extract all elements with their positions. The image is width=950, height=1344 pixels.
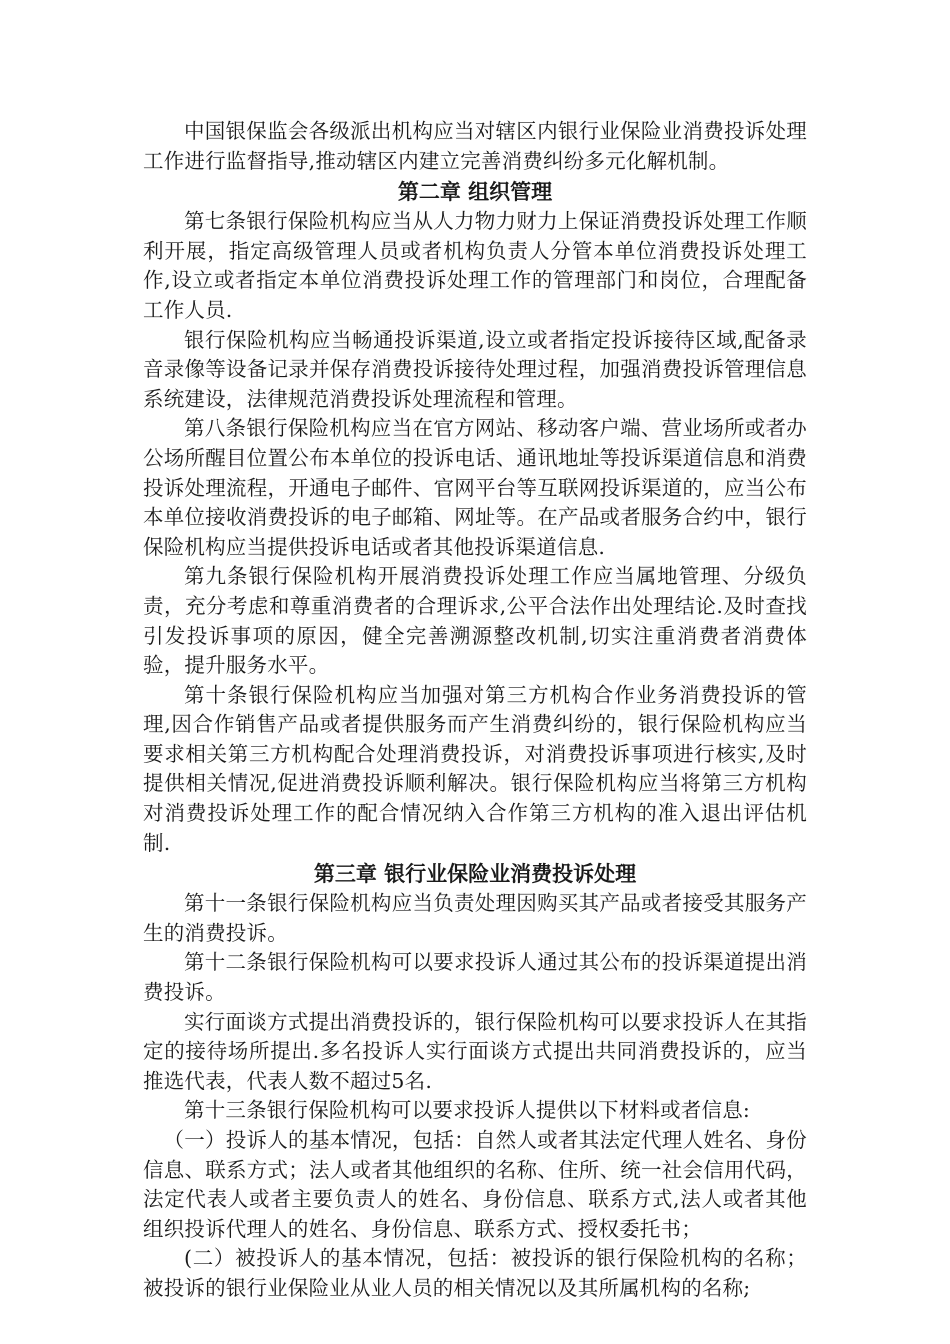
paragraph-article-9: 第九条银行保险机构开展消费投诉处理工作应当属地管理、分级负责，充分考虑和尊重消费者的合理诉求,公平合法作出处理结论.及时查找引发投诉事项的原因，健全完善溯源整改机制,切实注重消费者消费体验，提升服务水平。 (143, 564, 807, 678)
paragraph-article-7: 第七条银行保险机构应当从人力物力财力上保证消费投诉处理工作顺利开展，指定高级管理人员或者机构负责人分管本单位消费投诉处理工作,设立或者指定本单位消费投诉处理工作的管理部门和岗位，合理配备工作人员. (143, 209, 807, 322)
paragraph-article-12: 第十二条银行保险机构可以要求投诉人通过其公布的投诉渠道提出消费投诉。 (143, 950, 807, 1005)
document-body (143, 117, 807, 1304)
chapter-heading-complaint-handling: 第三章 银行业保险业消费投诉处理 (313, 862, 637, 887)
paragraph-item-1: （一）投诉人的基本情况，包括：自然人或者其法定代理人姓名、身份信息、联系方式；法人或者其他组织的名称、住所、统一社会信用代码，法定代表人或者主要负责人的姓名、身份信息、联系方式,法人或者其他组织投诉代理人的姓名、身份信息、联系方式、授权委托书； (143, 1128, 807, 1241)
paragraph-item-2: (二）被投诉人的基本情况，包括：被投诉的银行保险机构的名称；被投诉的银行业保险业从业人员的相关情况以及其所属机构的名称; (143, 1246, 807, 1300)
paragraph-article-8: 第八条银行保险机构应当在官方网站、移动客户端、营业场所或者办公场所醒目位置公布本单位的投诉电话、通讯地址等投诉渠道信息和消费投诉处理流程，开通电子邮件、官网平台等互联网投诉渠道的，应当公布本单位接收消费投诉的电子邮箱、网址等。在产品或者服务合约中，银行保险机构应当提供投诉电话或者其他投诉渠道信息. (143, 416, 807, 559)
chapter-heading-organization: 第二章 组织管理 (397, 180, 553, 205)
paragraph-supervision: 中国银保监会各级派出机构应当对辖区内银行业保险业消费投诉处理工作进行监督指导,推动辖区内建立完善消费纠纷多元化解机制。 (143, 119, 807, 173)
paragraph-complaint-channels: 银行保险机构应当畅通投诉渠道,设立或者指定投诉接待区域,配备录音录像等设备记录并保存消费投诉接待处理过程，加强消费投诉管理信息系统建设，法律规范消费投诉处理流程和管理。 (143, 327, 807, 411)
paragraph-article-11: 第十一条银行保险机构应当负责处理因购买其产品或者接受其服务产生的消费投诉。 (143, 891, 807, 945)
paragraph-article-13: 第十三条银行保险机构可以要求投诉人提供以下材料或者信息: (184, 1098, 751, 1123)
paragraph-article-10: 第十条银行保险机构应当加强对第三方机构合作业务消费投诉的管理,因合作销售产品或者提供服务而产生消费纠纷的，银行保险机构应当要求相关第三方机构配合处理消费投诉，对消费投诉事项进行核实,及时提供相关情况,促进消费投诉顺利解决。银行保险机构应当将第三方机构对消费投诉处理工作的配合情况纳入合作第三方机构的准入退出评估机制. (143, 682, 807, 855)
paragraph-face-to-face: 实行面谈方式提出消费投诉的，银行保险机构可以要求投诉人在其指定的接待场所提出.多名投诉人实行面谈方式提出共同消费投诉的，应当推选代表，代表人数不超过5名. (143, 1009, 807, 1093)
